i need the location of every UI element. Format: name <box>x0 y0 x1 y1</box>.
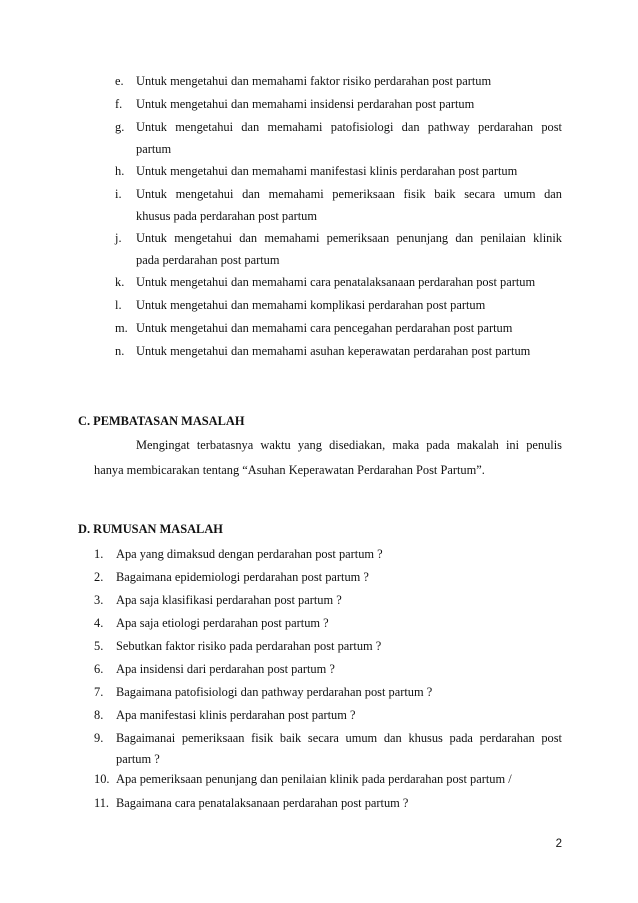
problem-item-text: Apa pemeriksaan penunjang dan penilaian klinik pada perdarahan post partum / <box>116 772 512 786</box>
objective-item-label: k. <box>115 275 125 289</box>
problem-item-text: Apa saja etiologi perdarahan post partum ? <box>116 616 329 630</box>
objective-item-text: Untuk mengetahui dan memahami pemeriksaan fisik baik secara umum dan <box>136 187 562 201</box>
problem-item-text: Apa manifestasi klinis perdarahan post partum ? <box>116 708 356 722</box>
objective-item-label: e. <box>115 74 124 88</box>
problem-item-label: 6. <box>94 662 104 676</box>
objective-item-text: Untuk mengetahui dan memahami cara penatalaksanaan perdarahan post partum <box>136 275 536 289</box>
problem-item-label: 2. <box>94 570 104 584</box>
problem-item-label: 10. <box>94 772 110 786</box>
objective-item-text: pada perdarahan post partum <box>136 253 280 267</box>
objective-item-label: f. <box>115 97 123 111</box>
problem-item-label: 1. <box>94 547 104 561</box>
problem-item-text: Apa insidensi dari perdarahan post partum ? <box>116 662 335 676</box>
problem-item-label: 9. <box>94 731 104 745</box>
problem-item-text: partum ? <box>116 752 160 766</box>
objective-item-text: Untuk mengetahui dan memahami asuhan keperawatan perdarahan post partum <box>136 344 531 358</box>
objective-item-label: m. <box>115 321 128 335</box>
objective-item-text: Untuk mengetahui dan memahami manifestasi klinis perdarahan post partum <box>136 164 518 178</box>
problem-item-text: Bagaimana patofisiologi dan pathway perdarahan post partum ? <box>116 685 433 699</box>
problem-item-text: Bagaimana cara penatalaksanaan perdarahan post partum ? <box>116 796 409 810</box>
problem-item-text: Bagaimanai pemeriksaan fisik baik secara umum dan khusus pada perdarahan post <box>116 731 562 745</box>
problem-item-text: Apa saja klasifikasi perdarahan post partum ? <box>116 593 342 607</box>
section-d-heading: D. RUMUSAN MASALAH <box>78 522 223 536</box>
problem-item-label: 8. <box>94 708 104 722</box>
problem-item-text: Bagaimana epidemiologi perdarahan post partum ? <box>116 570 369 584</box>
objective-item-text: Untuk mengetahui dan memahami komplikasi perdarahan post partum <box>136 298 486 312</box>
objective-item-text: partum <box>136 142 172 156</box>
objective-item-label: g. <box>115 120 125 134</box>
problem-item-label: 7. <box>94 685 104 699</box>
problem-item-text: Apa yang dimaksud dengan perdarahan post partum ? <box>116 547 383 561</box>
objective-item-label: h. <box>115 164 125 178</box>
objective-item-text: khusus pada perdarahan post partum <box>136 209 317 223</box>
objective-item-text: Untuk mengetahui dan memahami patofisiologi dan pathway perdarahan post <box>136 120 562 134</box>
problem-item-label: 3. <box>94 593 104 607</box>
objective-item-label: j. <box>115 231 122 245</box>
section-c-heading: C. PEMBATASAN MASALAH <box>78 414 245 428</box>
objective-item-label: l. <box>115 298 122 312</box>
section-c-paragraph-line-1: Mengingat terbatasnya waktu yang disediakan, maka pada makalah ini penulis <box>136 438 562 452</box>
objective-item-text: Untuk mengetahui dan memahami cara pencegahan perdarahan post partum <box>136 321 513 335</box>
section-c-paragraph-line-2: hanya membicarakan tentang “Asuhan Keperawatan Perdarahan Post Partum”. <box>94 463 485 477</box>
objective-item-label: n. <box>115 344 125 358</box>
page-number: 2 <box>555 838 562 850</box>
problem-item-label: 5. <box>94 639 104 653</box>
problem-item-label: 4. <box>94 616 104 630</box>
objective-item-text: Untuk mengetahui dan memahami faktor risiko perdarahan post partum <box>136 74 492 88</box>
objective-item-text: Untuk mengetahui dan memahami insidensi perdarahan post partum <box>136 97 475 111</box>
objective-item-label: i. <box>115 187 122 201</box>
objective-item-text: Untuk mengetahui dan memahami pemeriksaan penunjang dan penilaian klinik <box>136 231 562 245</box>
problem-item-text: Sebutkan faktor risiko pada perdarahan post partum ? <box>116 639 382 653</box>
problem-item-label: 11. <box>94 796 110 810</box>
